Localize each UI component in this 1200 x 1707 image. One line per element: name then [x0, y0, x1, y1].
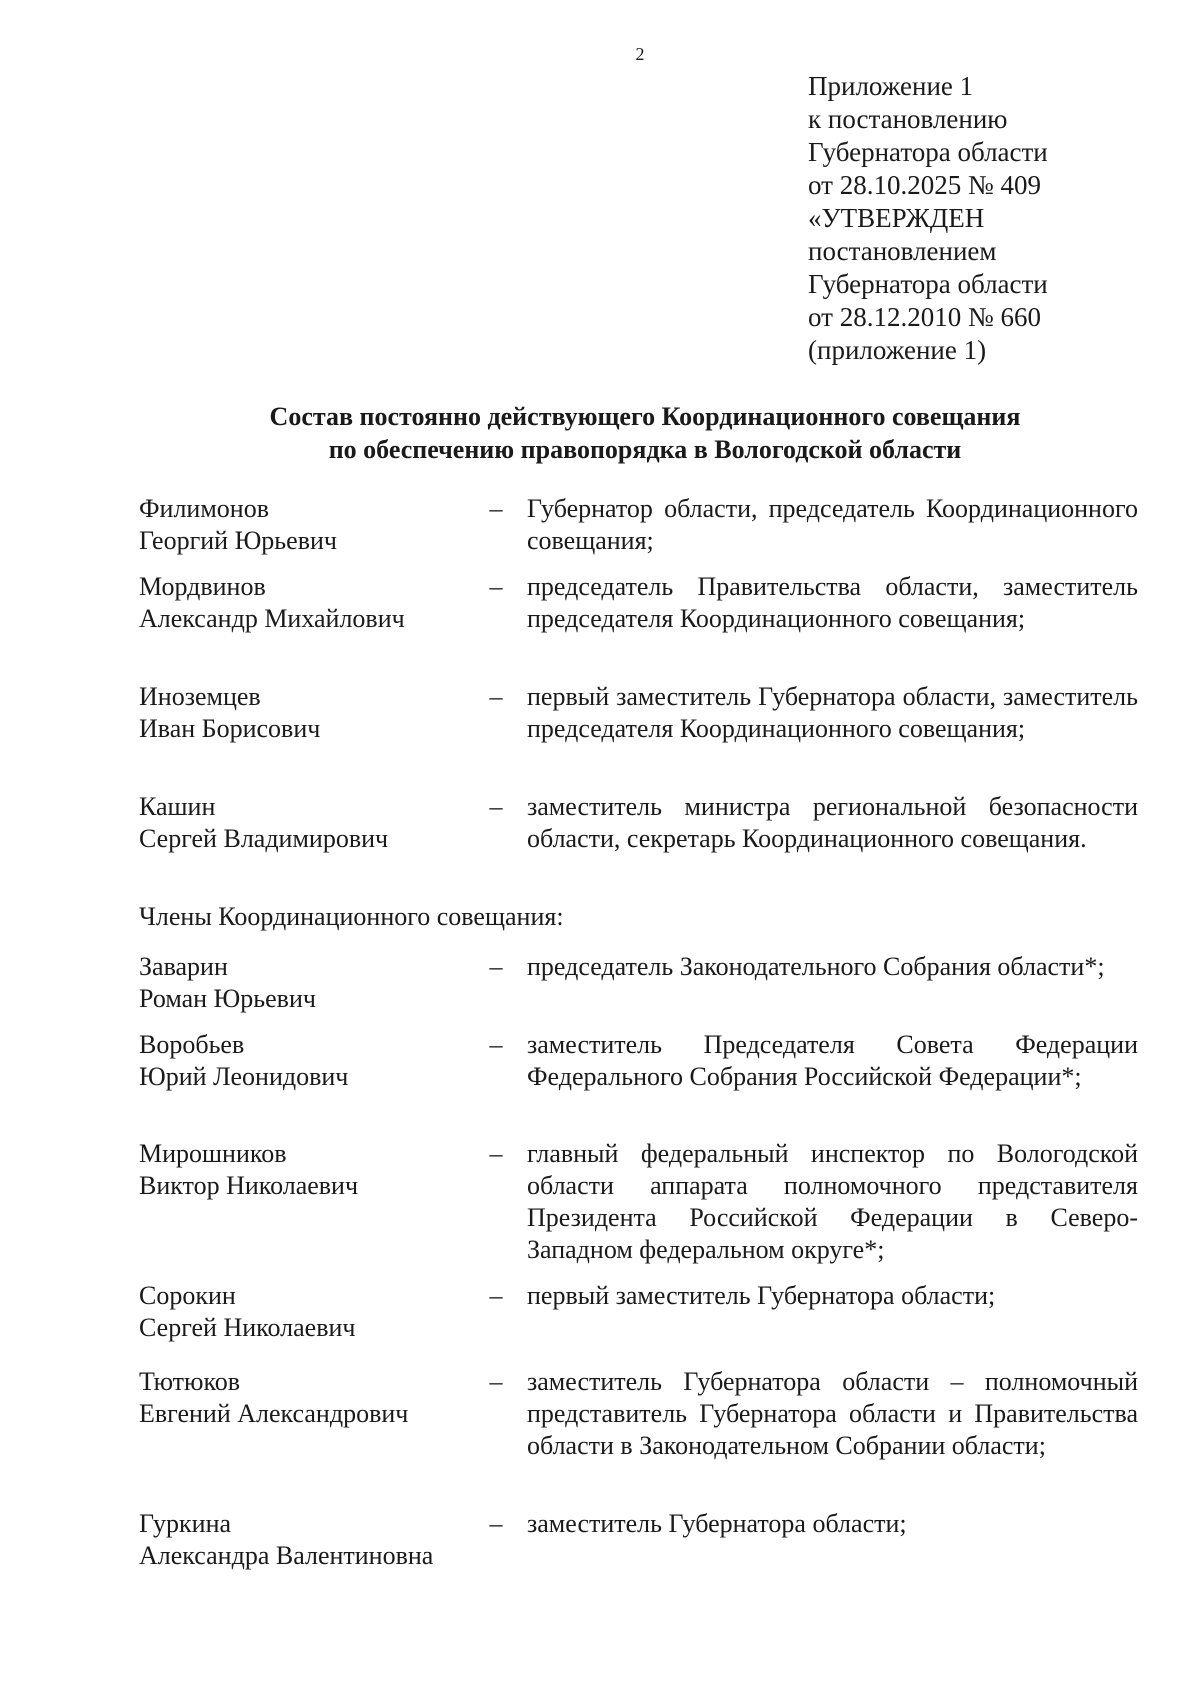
person-name — [139, 1366, 479, 1430]
appendix-line: к постановлению — [808, 104, 1008, 134]
person-surname: Кашин — [139, 792, 216, 821]
dash-separator: – — [489, 1281, 503, 1310]
dash-separator: – — [489, 494, 503, 523]
members-heading: Члены Координационного совещания: — [139, 902, 564, 931]
person-name — [139, 791, 479, 855]
dash-separator: – — [489, 682, 503, 711]
person-position: Губернатор области, председатель Координационного совещания; — [527, 494, 1138, 555]
appendix-line: Приложение 1 — [808, 71, 974, 101]
document-title-line: по обеспечению правопорядка в Вологодской области — [328, 435, 962, 464]
person-position: заместитель Председателя Совета Федерации Федерального Собрания Российской Федерации*; — [527, 1030, 1138, 1091]
person-surname: Мордвинов — [139, 572, 266, 601]
document-title-line: Состав постоянно действующего Координационного совещания — [269, 402, 1021, 431]
person-surname: Филимонов — [139, 494, 269, 523]
dash-separator: – — [489, 792, 503, 821]
person-position: первый заместитель Губернатора области; — [527, 1281, 996, 1310]
dash-separator: – — [489, 952, 503, 981]
person-position: первый заместитель Губернатора области, заместитель председателя Координационного совещания; — [527, 682, 1138, 743]
person-given-names: Евгений Александрович — [139, 1399, 409, 1428]
dash-separator: – — [489, 1139, 503, 1168]
person-position: председатель Правительства области, заместитель председателя Координационного совещания; — [527, 572, 1138, 633]
person-given-names: Георгий Юрьевич — [139, 526, 337, 555]
appendix-line: постановлением — [808, 236, 997, 266]
appendix-line: «УТВЕРЖДЕН — [808, 203, 985, 233]
person-surname: Гуркина — [139, 1509, 232, 1538]
person-given-names: Юрий Леонидович — [139, 1062, 349, 1091]
person-surname: Воробьев — [139, 1030, 245, 1059]
document-title — [150, 400, 1140, 466]
person-position: председатель Законодательного Собрания области*; — [527, 952, 1105, 981]
appendix-block — [808, 70, 1168, 367]
person-position: заместитель Губернатора области – полномочный представитель Губернатора области и Правительства области в Законодательном Собрании области; — [527, 1367, 1138, 1460]
person-surname: Иноземцев — [139, 682, 261, 711]
person-position: заместитель министра региональной безопасности области, секретарь Координационного совещания. — [527, 792, 1138, 853]
appendix-line: Губернатора области — [808, 269, 1048, 299]
person-position: заместитель Губернатора области; — [527, 1509, 907, 1538]
person-name — [139, 681, 479, 745]
person-surname: Сорокин — [139, 1281, 236, 1310]
person-surname: Тютюков — [139, 1367, 241, 1396]
person-name — [139, 1029, 479, 1093]
person-given-names: Виктор Николаевич — [139, 1171, 359, 1200]
person-given-names: Роман Юрьевич — [139, 984, 316, 1013]
dash-separator: – — [489, 1367, 503, 1396]
dash-separator: – — [489, 1030, 503, 1059]
dash-separator: – — [489, 572, 503, 601]
person-name — [139, 1280, 479, 1344]
person-name — [139, 493, 479, 557]
person-surname: Мирошников — [139, 1139, 287, 1168]
appendix-line: от 28.10.2025 № 409 — [808, 170, 1041, 200]
person-given-names: Александр Михайлович — [139, 604, 405, 633]
person-given-names: Сергей Владимирович — [139, 824, 389, 853]
appendix-line: (приложение 1) — [808, 335, 987, 365]
appendix-line: от 28.12.2010 № 660 — [808, 302, 1041, 332]
person-name — [139, 1508, 479, 1572]
person-name — [139, 1138, 479, 1202]
person-surname: Заварин — [139, 952, 228, 981]
dash-separator: – — [489, 1509, 503, 1538]
person-position: главный федеральный инспектор по Вологодской области аппарата полномочного представителя Президента Российской Федерации в Северо-Западном федеральном округе*; — [527, 1139, 1138, 1264]
page-number: 2 — [635, 44, 645, 64]
person-given-names: Иван Борисович — [139, 714, 321, 743]
person-name — [139, 951, 479, 1015]
person-given-names: Сергей Николаевич — [139, 1313, 356, 1342]
person-given-names: Александра Валентиновна — [139, 1541, 434, 1570]
appendix-line: Губернатора области — [808, 137, 1048, 167]
person-name — [139, 571, 479, 635]
